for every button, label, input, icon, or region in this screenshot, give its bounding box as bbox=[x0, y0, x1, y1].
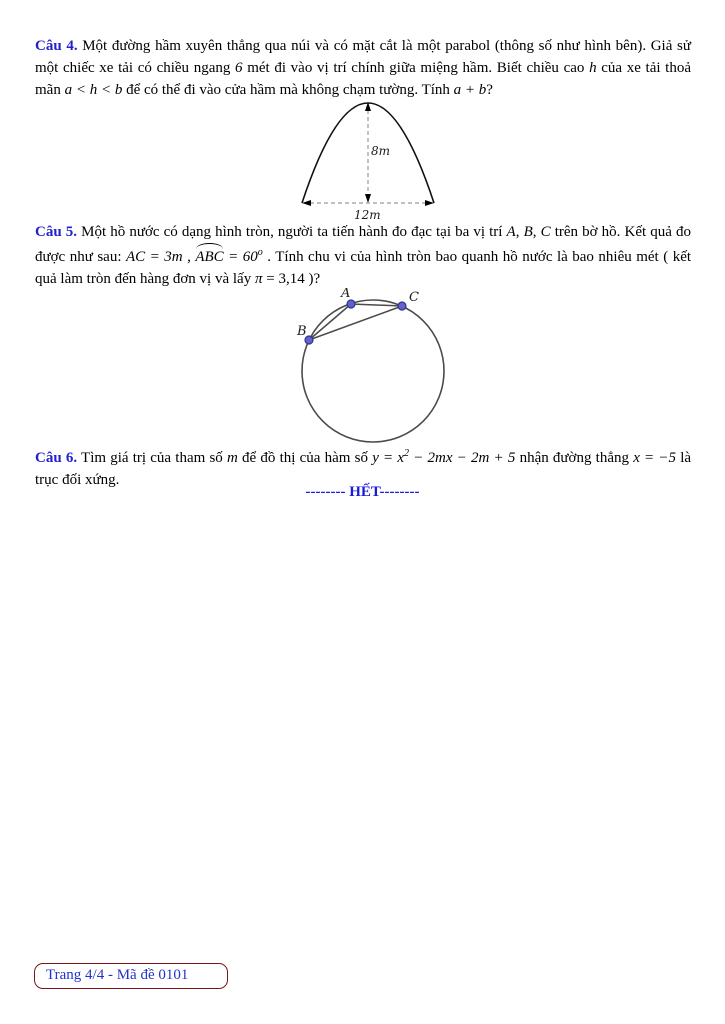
chord-a-c bbox=[351, 304, 402, 306]
text-segment: AC = 3m bbox=[125, 249, 183, 265]
text-segment: Tìm giá trị của tham số bbox=[77, 450, 228, 466]
text-segment: m bbox=[227, 450, 238, 466]
text-segment: ABC bbox=[195, 243, 223, 268]
text-segment: o bbox=[257, 247, 263, 258]
text-segment: để có thể đi vào cửa hầm mà không chạm tường. Tính bbox=[122, 82, 454, 98]
text-segment: h bbox=[589, 60, 597, 76]
text-segment: 2 bbox=[404, 448, 410, 459]
text-segment: π bbox=[254, 271, 263, 287]
footer-text: Trang 4/4 - Mã đề 0101 bbox=[46, 967, 189, 983]
text-segment: B bbox=[523, 224, 533, 240]
tunnel-width-label: 12m bbox=[354, 208, 381, 222]
text-segment: để đồ thị của hàm số bbox=[237, 450, 373, 466]
text-segment: ? bbox=[486, 82, 493, 98]
text-segment: a + b bbox=[453, 82, 487, 98]
text-segment: nhận đường thẳng bbox=[515, 450, 634, 466]
text-segment: y = x bbox=[372, 450, 405, 466]
text-segment: . Tính chu vi của hình tròn bao quanh hồ nước là bao nhiêu mét ( kết quả làm tròn đến hàng đơn vị và lấy bbox=[35, 249, 692, 287]
text-segment: trên bờ hồ. Kết quả đo được như sau: bbox=[35, 224, 692, 265]
text-segment: Câu 4. bbox=[35, 38, 78, 54]
text-segment: , bbox=[532, 224, 541, 240]
text-segment: Câu 6. bbox=[35, 450, 78, 466]
text-segment: x = −5 bbox=[633, 450, 676, 466]
end-marker: -------- HẾT-------- bbox=[305, 484, 420, 500]
point-c bbox=[398, 302, 406, 310]
text-segment: 6 bbox=[235, 60, 243, 76]
text-segment: , bbox=[515, 224, 524, 240]
point-a-label: A bbox=[341, 288, 351, 301]
point-b-label: B bbox=[297, 324, 307, 339]
parabola-diagram bbox=[295, 95, 445, 227]
chord-b-a bbox=[309, 304, 351, 340]
point-a bbox=[347, 300, 355, 308]
text-segment: − 2mx − 2m + 5 bbox=[409, 450, 516, 466]
circle-diagram bbox=[295, 288, 455, 448]
page-footer-box bbox=[34, 963, 228, 989]
lake-circle bbox=[302, 300, 444, 442]
chord-b-c bbox=[309, 306, 402, 340]
text-segment: , bbox=[182, 249, 196, 265]
arrow-down-icon bbox=[365, 194, 371, 203]
text-segment: a < h < b bbox=[64, 82, 123, 98]
text-segment: Một hồ nước có dạng hình tròn, người ta tiến hành đo đạc tại ba vị trí bbox=[77, 224, 507, 240]
question-4-paragraph bbox=[35, 35, 691, 101]
text-segment: là trục đối xứng. bbox=[35, 450, 692, 488]
text-segment: = 3,14 )? bbox=[262, 271, 321, 287]
question-5-paragraph bbox=[35, 221, 691, 290]
point-c-label: C bbox=[409, 290, 419, 305]
text-segment: A bbox=[506, 224, 516, 240]
tunnel-height-label: 8m bbox=[371, 144, 391, 158]
text-segment: Câu 5. bbox=[35, 224, 78, 240]
text-segment: C bbox=[540, 224, 551, 240]
text-segment: mét đi vào vị trí chính giữa miệng hầm. Biết chiều cao bbox=[242, 60, 590, 76]
text-segment: của xe tải thoả mãn bbox=[35, 60, 692, 98]
text-segment: = 60 bbox=[223, 249, 258, 265]
text-segment: Một đường hầm xuyên thẳng qua núi và có mặt cắt là một parabol (thông số như hình bên). Giả sử một chiếc xe tải có chiều ngang bbox=[35, 38, 691, 76]
